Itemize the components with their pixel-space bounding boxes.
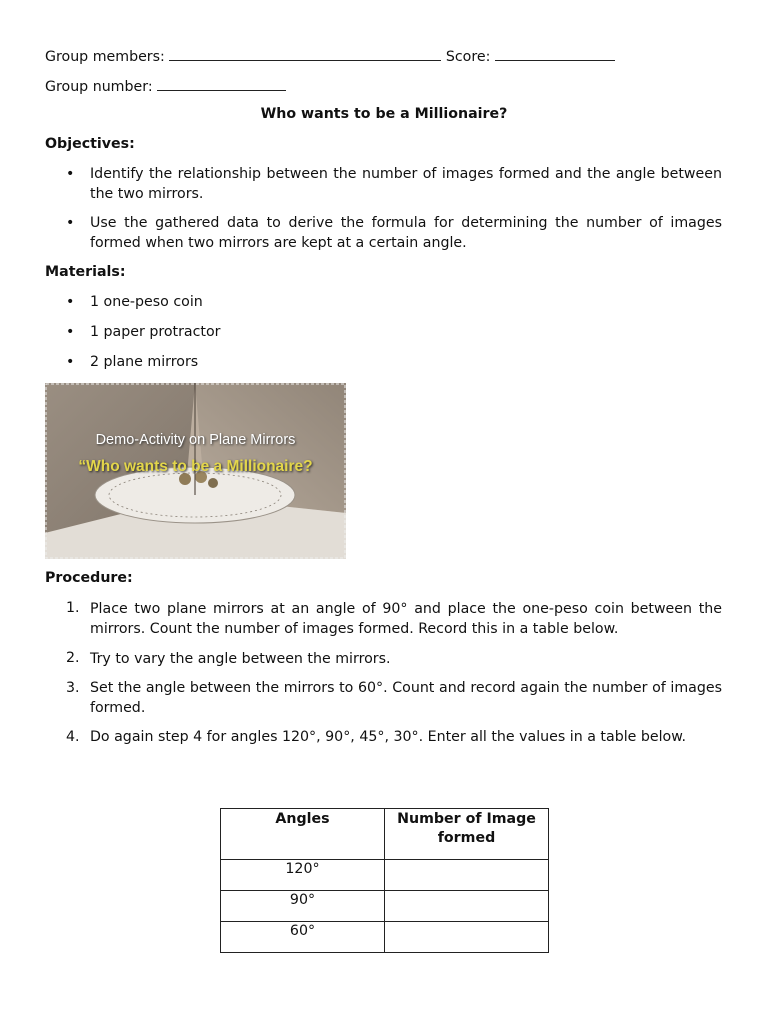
photo-caption-line1: Demo-Activity on Plane Mirrors	[95, 432, 296, 448]
procedure-step: Set the angle between the mirrors to 60°. Count and record again the number of images formed.	[90, 680, 722, 716]
bullet-icon: •	[66, 215, 75, 231]
step-number: 2.	[66, 650, 80, 666]
material-item: 1 paper protractor	[90, 324, 221, 340]
material-item: 2 plane mirrors	[90, 354, 199, 370]
angles-header: Angles	[221, 809, 385, 860]
materials-heading: Materials:	[45, 264, 126, 280]
score-blank[interactable]	[495, 46, 615, 61]
procedure-step: Do again step 4 for angles 120°, 90°, 45°, 30°. Enter all the values in a table below.	[90, 729, 687, 745]
angle-cell: 90°	[221, 891, 385, 922]
group-number-label: Group number:	[45, 79, 153, 95]
angles-table	[220, 808, 549, 953]
group-number-row	[45, 76, 286, 95]
objectives-heading: Objectives:	[45, 136, 135, 152]
images-cell[interactable]	[385, 922, 549, 953]
table-row	[221, 891, 549, 922]
score-label: Score:	[445, 49, 491, 65]
table-header-row	[221, 809, 549, 860]
material-item: 1 one-peso coin	[90, 294, 203, 310]
bullet-icon: •	[66, 324, 75, 340]
page-title: Who wants to be a Millionaire?	[260, 106, 508, 122]
objective-item: Identify the relationship between the number of images formed and the angle between the two mirrors.	[90, 166, 722, 202]
images-cell[interactable]	[385, 891, 549, 922]
procedure-heading: Procedure:	[45, 570, 133, 586]
group-members-row	[45, 46, 615, 65]
procedure-step: Place two plane mirrors at an angle of 90° and place the one-peso coin between the mirrors. Count the number of images formed. Record this in a table below.	[90, 601, 722, 637]
table-row	[221, 922, 549, 953]
images-formed-header: Number of Image formed	[385, 809, 549, 860]
step-number: 3.	[66, 680, 80, 696]
group-members-label: Group members:	[45, 49, 165, 65]
procedure-step: Try to vary the angle between the mirrors.	[90, 651, 391, 667]
table-row	[221, 860, 549, 891]
step-number: 1.	[66, 600, 80, 616]
demo-activity-photo	[45, 383, 346, 559]
group-members-blank[interactable]	[169, 46, 441, 61]
bullet-icon: •	[66, 294, 75, 310]
images-cell[interactable]	[385, 860, 549, 891]
angle-cell: 60°	[221, 922, 385, 953]
bullet-icon: •	[66, 166, 75, 182]
angle-cell: 120°	[221, 860, 385, 891]
photo-caption-line2: “Who wants to be a Millionaire?	[78, 458, 313, 475]
objective-item: Use the gathered data to derive the formula for determining the number of images formed when two mirrors are kept at a certain angle.	[90, 215, 722, 251]
group-number-blank[interactable]	[157, 76, 286, 91]
bullet-icon: •	[66, 354, 75, 370]
step-number: 4.	[66, 729, 80, 745]
